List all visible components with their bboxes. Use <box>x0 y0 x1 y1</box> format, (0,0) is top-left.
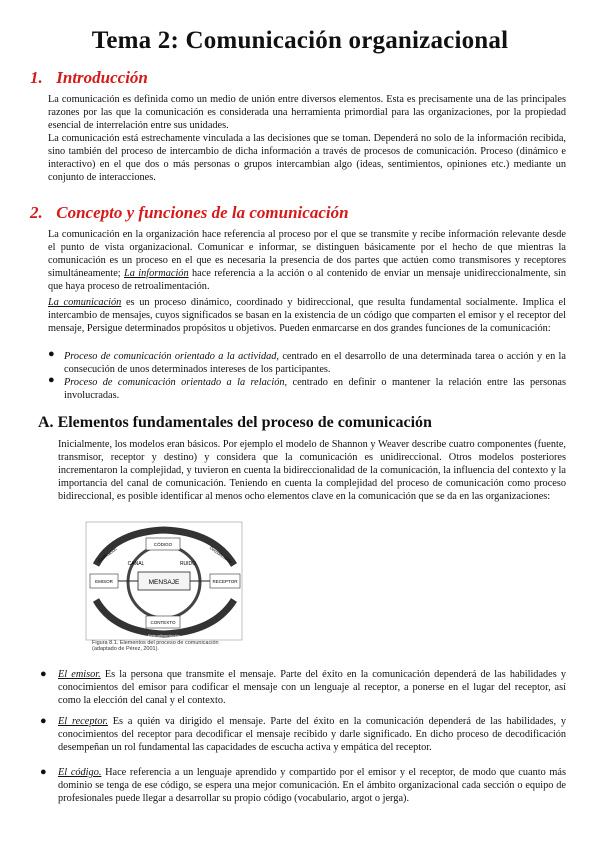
function-bullet-2 <box>64 376 566 402</box>
concept-paragraph-1 <box>48 228 566 293</box>
canal-label: CANAL <box>127 561 145 567</box>
section-number: 1. <box>30 68 43 87</box>
function-bullet-1 <box>64 350 566 376</box>
term-informacion: La información <box>124 268 189 279</box>
concept-text-a: La comunicación en la organización hace referencia al proceso por el que se transmite y recibe información relevante desde el punto de vista organizacional. Comunicar e informar, se distinguen básicamente por el hecho de que mientras la comunicación es un proceso en el que es necesaria la presencia de dos partes que actúen como transmisores y receptores simultáneamente; <box>48 229 566 279</box>
bullet-text: centrado en definir o mantener la relación entre las personas involucradas. <box>64 377 566 401</box>
element-text: Hace referencia a un lenguaje aprendido y compartido por el emisor y el receptor, de modo que cuanto más dominio se tenga de ese código, se espera una mejor comunicación. En el ámbito organizacional cada sección o equipo de profesionales puede llegar a desarrollar su propio código (vocabulario, argot o jerga). <box>58 767 566 804</box>
contexto-label: CONTEXTO <box>150 620 176 625</box>
term-comunicacion: La comunicación <box>48 297 122 308</box>
bullet-dot: ● <box>48 374 55 386</box>
section-title: Concepto y funciones de la comunicación <box>56 203 349 222</box>
intro-paragraph-1: La comunicación es definida como un medio de unión entre diversos elementos. Esta es precisamente una de las principales razones por las que la comunicación es considerada una herramienta primordial para las organizaciones, por la propiedad esencial de interrelación entre sus unidades. <box>48 94 566 131</box>
intro-paragraph-2: La comunicación está estrechamente vinculada a las decisiones que se toman. Dependerá no solo de la información recibida, sino también del proceso de intercambio de dicha información a través de procesos de comunicación. Proceso (dinámico e interactivo) en el que dos o más personas o grupos intercambian algo (ideas, sentimientos, opiniones etc.) mediante un conjunto de interacciones. <box>48 133 566 183</box>
element-text: Es la persona que transmite el mensaje. Parte del éxito en la comunicación dependerá de las habilidades y conocimientos del emisor para codificar el mensaje con un lenguaje al receptor, a ponerse en el lugar del receptor, así como la elección del canal y el contexto. <box>58 669 567 706</box>
bullet-dot: ● <box>40 668 47 680</box>
element-text: Es a quién va dirigido el mensaje. Parte del éxito en la comunicación dependerá de las habilidades, y conocimientos del receptor para decodificar el mensaje recibido y darle significado. En dicho proceso de decodificación desempeñan un rol fundamental las capacidades de escucha activa y empática del receptor. <box>58 716 566 753</box>
emisor-label: EMISOR <box>95 579 113 584</box>
bullet-term: Proceso de comunicación orientado a la actividad, <box>64 351 279 362</box>
decodificacion-label: Decodificación <box>208 545 233 565</box>
concept-text-b: hace referencia a la acción o al contenido de enviar un mensaje unidireccionalmente, sin que haya proceso de retroalimentación. <box>48 268 566 292</box>
message-label: MENSAJE <box>148 579 180 586</box>
element-term: El receptor. <box>58 716 108 727</box>
section-title: Introducción <box>56 68 148 87</box>
element-codigo <box>58 766 566 805</box>
section-heading-concepto <box>30 203 349 223</box>
page-title: Tema 2: Comunicación organizacional <box>91 27 509 54</box>
retro-label: Retroalimentación <box>147 633 181 638</box>
element-emisor <box>58 668 566 707</box>
bullet-dot: ● <box>48 348 55 360</box>
element-term: El emisor. <box>58 669 101 680</box>
subsection-title: Elementos fundamentales del proceso de comunicación <box>57 414 432 431</box>
section-heading-introduccion <box>30 68 148 88</box>
codificacion-label: Codificación <box>96 546 118 564</box>
bullet-dot: ● <box>40 715 47 727</box>
codigo-label: CÓDIGO <box>153 542 173 547</box>
subsection-heading-elementos <box>38 414 432 432</box>
element-term: El código. <box>58 767 102 778</box>
concept-text-c: es un proceso dinámico, coordinado y bidireccional, que resulta fundamental socialmente. Implica el intercambio de mensajes, cuyos significados se basan en la existencia de un código que comparten el emisor y el receptor del mensaje, Persigue determinados propósitos u objetivos. Pueden enmarcarse en dos grandes funciones de la comunicación: <box>48 297 566 334</box>
ruido-label: RUIDO <box>179 561 197 567</box>
concept-paragraph-2 <box>48 296 566 335</box>
subsection-letter: A. <box>38 414 54 431</box>
bullet-text: centrado en el desarrollo de una determinada tarea o acción y en la consecución de unos determinados intereses de los participantes. <box>64 351 566 375</box>
receptor-label: RECEPTOR <box>212 579 238 584</box>
bullet-dot: ● <box>40 766 47 778</box>
elements-paragraph: Inicialmente, los modelos eran básicos. Por ejemplo el modelo de Shannon y Weaver describe cuatro componentes (fuente, transmisor, receptor y destino) y considera que la comunicación es unidireccional. Otros modelos posteriores incrementaron la complejidad, y tuvieron en cuenta la bidireccionalidad de la comunicación, la influencia del contexto y la importancia del canal de comunicación. Teniendo en cuenta la complejidad del proceso de comunicación como proceso bidireccional, es posible identificar al menos ocho elementos clave en la comunicación que se da en las organizaciones: <box>58 439 566 502</box>
bullet-term: Proceso de comunicación orientado a la relación, <box>64 377 288 388</box>
figure-caption: Figura 8.1. Elementos del proceso de comunicación (adaptado de Pérez, 2001). <box>92 640 219 652</box>
section-number: 2. <box>30 203 43 222</box>
communication-diagram <box>84 520 244 652</box>
element-receptor <box>58 715 566 754</box>
